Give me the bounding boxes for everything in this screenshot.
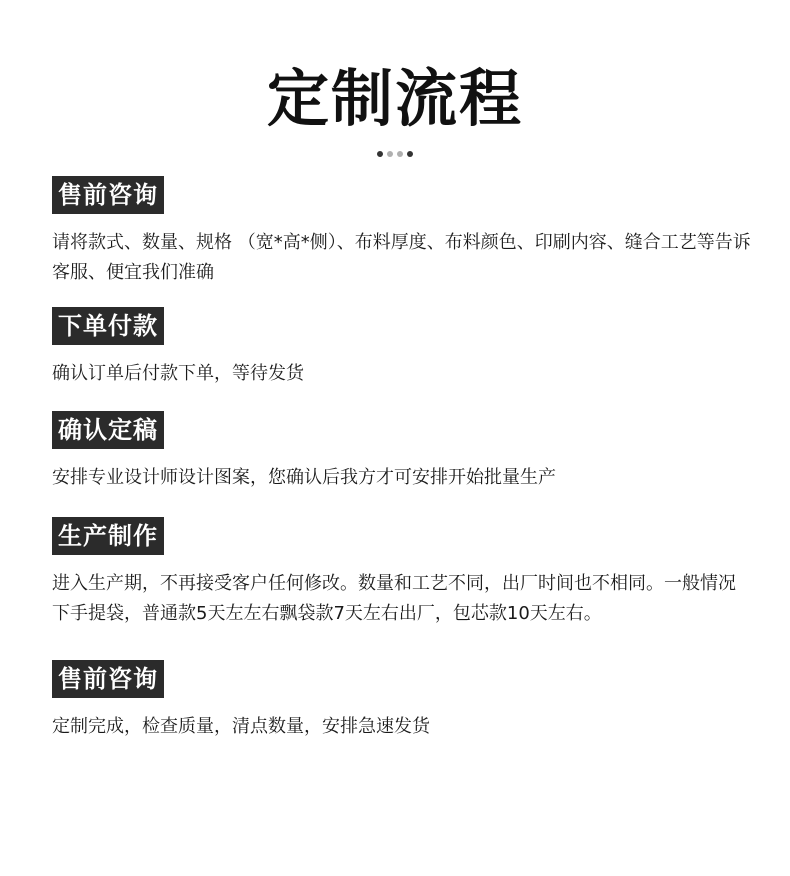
section-label: 确认定稿 — [52, 411, 164, 449]
section-text: 确认订单后付款下单，等待发货 — [52, 363, 304, 384]
section-pre-sale-consult — [52, 176, 752, 288]
dot-icon — [377, 151, 383, 157]
section-label: 售前咨询 — [52, 660, 164, 698]
section-confirm-design — [52, 411, 752, 493]
section-order-payment — [52, 307, 752, 389]
page-title: 定制流程 — [266, 62, 523, 135]
section-label: 生产制作 — [52, 517, 164, 555]
section-text: 进入生产期，不再接受客户任何修改。数量和工艺不同，出厂时间也不相同。一般情况下手提袋，普通款5天左左右飘袋款7天左右出厂，包芯款10天左右。 — [52, 573, 736, 624]
section-text: 请将款式、数量、规格 （宽*高*侧）、布料厚度、布料颜色、印刷内容、缝合工艺等告诉客服、便宜我们准确 — [52, 232, 751, 283]
section-label: 下单付款 — [52, 307, 164, 345]
section-text: 定制完成，检查质量，清点数量，安排急速发货 — [52, 716, 430, 737]
section-text: 安排专业设计师设计图案，您确认后我方才可安排开始批量生产 — [52, 467, 556, 488]
dot-icon — [397, 151, 403, 157]
section-label: 售前咨询 — [52, 176, 164, 214]
decorative-dots — [0, 151, 790, 159]
dot-icon — [387, 151, 393, 157]
section-delivery — [52, 660, 752, 742]
section-production — [52, 517, 752, 629]
dot-icon — [407, 151, 413, 157]
